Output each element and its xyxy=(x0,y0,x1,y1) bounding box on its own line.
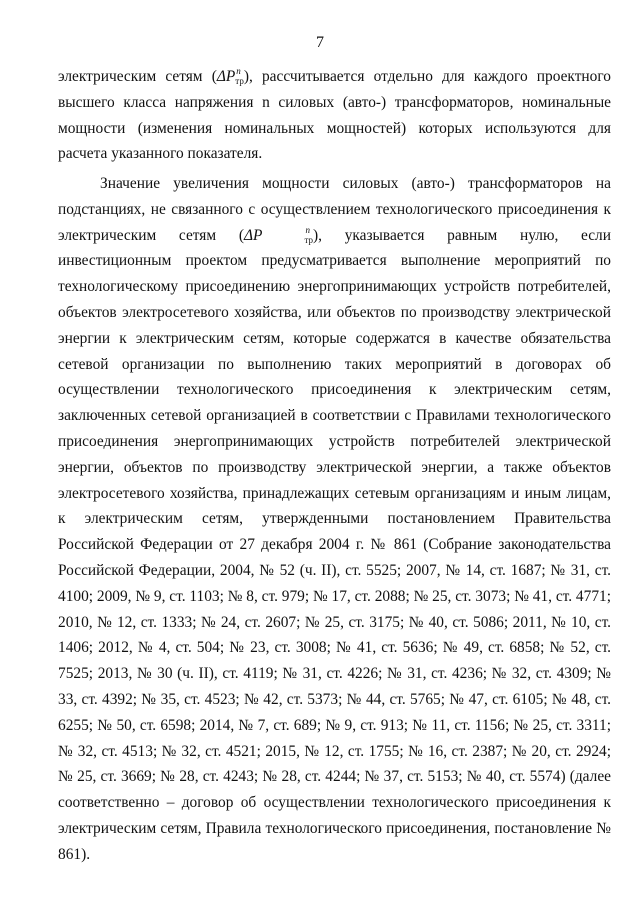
formula-delta-p-tr xyxy=(217,68,244,85)
formula-subscript: тр xyxy=(235,76,244,86)
formula-symbol: ΔP xyxy=(244,226,263,244)
paragraph-main: Значение увеличения мощности силовых (авто-) трансформаторов на подстанциях, не связанного с осуществлением технологического присоединения к электрическим сетям (ΔP n тр), указывается равным нулю, если инвестиционным проектом предусматривается выполнение мероприятий по технологическому присоединению энергопринимающих устройств потребителей, объектов электросетевого хозяйства, или объектов по производству электрической энергии к электрическим сетям, которые содержатся в качестве обязательства сетевой организации по выполнению таких мероприятий в договорах об осуществлении технологического присоединения к электрическим сетям, заключенных сетевой организацией в соответствии с Правилами технологического присоединения энергопринимающих устройств потребителей электрической энергии, объектов по производству электрической энергии, а также объектов электросетевого хозяйства, принадлежащих сетевым организациям и иным лицам, к электрическим сетям, утвержденными постановлением Правительства Российской Федерации от 27 декабря 2004 г. № 861 (Собрание законодательства Российской Федерации, 2004, № 52 (ч. II), ст. 5525; 2007, № 14, ст. 1687; № 31, ст. 4100; 2009, № 9, ст. 1103; № 8, ст. 979; № 17, ст. 2088; № 25, ст. 3073; № 41, ст. 4771; 2010, № 12, ст. 1333; № 24, ст. 2607; № 25, ст. 3175; № 40, ст. 5086; 2011, № 10, ст. 1406; 2012, № 4, ст. 504; № 23, ст. 3008; № 41, ст. 5636; № 49, ст. 6858; № 52, ст. 7525; 2013, № 30 (ч. II), ст. 4119; № 31, ст. 4226; № 31, ст. 4236; № 32, ст. 4309; № 33, ст. 4392; № 35, ст. 4523; № 42, ст. 5373; № 44, ст. 5765; № 47, ст. 6105; № 48, ст. 6255; № 50, ст. 6598; 2014, № 7, ст. 689; № 9, ст. 913; № 11, ст. 1156; № 25, ст. 3311; № 32, ст. 4513; № 32, ст. 4521; 2015, № 12, ст. 1755; № 16, ст. 2387; № 20, ст. 2924; № 25, ст. 3669; № 28, ст. 4243; № 28, ст. 4244; № 37, ст. 5153; № 40, ст. 5574) (далее соответственно – договор об осуществлении технологического присоединения к электрическим сетям, Правила технологического присоединения, постановление № 861). xyxy=(58,175,611,863)
paragraph-text-start: Значение увеличения мощности силовых (авто-) трансформаторов на подстанциях, не связанного с осуществлением технологического присоединения к электрическим сетям xyxy=(58,175,611,244)
page-number: 7 xyxy=(316,34,324,51)
formula-superscript: n xyxy=(305,224,310,235)
paragraph-text-end: , указывается равным нулю, если инвестиционным проектом предусматривается выполнение мероприятий по технологическому присоединению энергопринимающих устройств потребителей, объектов электросетевого хозяйства, или объектов по производству электрической энергии к электрическим сетям, которые содержатся в качестве обязательства сетевой организации по выполнению таких мероприятий в договорах об осуществлении технологического присоединения к электрическим сетям, заключенных сетевой организацией в соответствии с Правилами технологического присоединения энергопринимающих устройств потребителей электрической энергии, объектов по производству электрической энергии, а также объектов электросетевого хозяйства, принадлежащих сетевым организациям и иным лицам, к электрическим сетям, утвержденными постановлением Правительства Российской Федерации от 27 декабря 2004 г. № 861 (Собрание законодательства Российской Федерации, 2004, № 52 (ч. II), ст. 5525; 2007, № 14, ст. 1687; № 31, ст. 4100; 2009, № 9, ст. 1103; № 8, ст. 979; № 17, ст. 2088; № 25, ст. 3073; № 41, ст. 4771; 2010, № 12, ст. 1333; № 24, ст. 2607; № 25, ст. 3175; № 40, ст. 5086; 2011, № 10, ст. 1406; 2012, № 4, ст. 504; № 23, ст. 3008; № 41, ст. 5636; № 49, ст. 6858; № 52, ст. 7525; 2013, № 30 (ч. II), ст. 4119; № 31, ст. 4226; № 31, ст. 4236; № 32, ст. 4309; № 33, ст. 4392; № 35, ст. 4523; № 42, ст. 5373; № 44, ст. 5765; № 47, ст. 6105; № 48, ст. 6255; № 50, ст. 6598; 2014, № 7, ст. 689; № 9, ст. 913; № 11, ст. 1156; № 25, ст. 3311; № 32, ст. 4513; № 32, ст. 4521; 2015, № 12, ст. 1755; № 16, ст. 2387; № 20, ст. 2924; № 25, ст. 3669; № 28, ст. 4243; № 28, ст. 4244; № 37, ст. 5153; № 40, ст. 5574) (далее соответственно – договор об осуществлении технологического присоединения к электрическим сетям, Правила технологического присоединения, постановление № 861). xyxy=(58,226,611,863)
paragraph-continuation: электрическим сетям (ΔP n тр), рассчитывается отдельно для каждого проектного высшего класса напряжения n силовых (авто-) трансформаторов, номинальные мощности (изменения номинальных мощностей) которых используются для расчета указанного показателя. xyxy=(58,66,611,163)
formula-superscript: n xyxy=(236,66,241,76)
paragraph-text-end: , рассчитывается отдельно для каждого проектного высшего класса напряжения n силовых (авто-) трансформаторов, номинальные мощности (изменения номинальных мощностей) которых используются для расчета указанного показателя. xyxy=(58,68,611,163)
formula-subscript: тр xyxy=(304,234,313,245)
formula-delta-p-tr xyxy=(244,224,313,245)
paragraph-text-start: электрическим сетям xyxy=(58,68,203,85)
formula-symbol: ΔP xyxy=(216,68,236,85)
